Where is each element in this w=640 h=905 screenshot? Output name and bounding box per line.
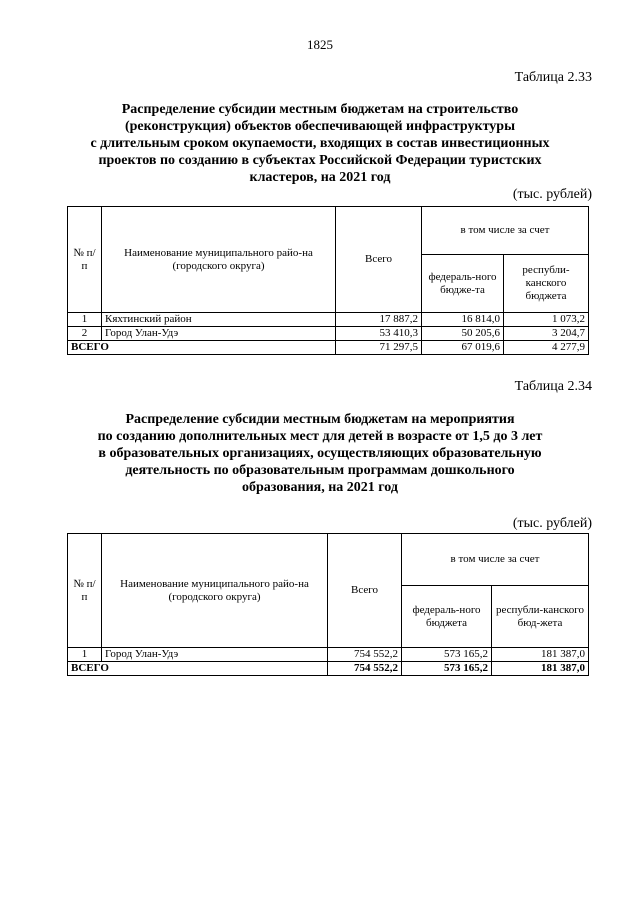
cell-total-label: ВСЕГО <box>68 341 336 355</box>
title-line: в образовательных организациях, осуществляющих образовательную <box>98 446 542 461</box>
title-line: деятельность по образовательным программам дошкольного <box>125 463 515 478</box>
title-line: образования, на 2021 год <box>241 480 398 495</box>
table-total-row <box>68 662 589 676</box>
title-line: кластеров, на 2021 год <box>249 170 391 185</box>
header-total: Всего <box>336 207 422 313</box>
cell-num: 2 <box>68 327 102 341</box>
title-line: Распределение субсидии местным бюджетам на строительство <box>121 102 519 117</box>
header-federal: федераль-ного бюджета <box>402 586 492 648</box>
header-republic: республи-канского бюд-жета <box>492 586 589 648</box>
table-label: Таблица 2.34 <box>514 379 592 394</box>
header-federal: федераль-ного бюдже-та <box>422 255 504 313</box>
cell-total: 17 887,2 <box>336 313 422 327</box>
title-line: (реконструкция) объектов обеспечивающей инфраструктуры <box>124 119 516 134</box>
title-line: Распределение субсидии местным бюджетам на мероприятия <box>125 412 515 427</box>
cell-total: 754 552,2 <box>328 662 402 676</box>
table-label: Таблица 2.33 <box>514 70 592 85</box>
cell-republic: 181 387,0 <box>492 662 589 676</box>
cell-total: 53 410,3 <box>336 327 422 341</box>
table-row <box>68 648 589 662</box>
cell-republic: 1 073,2 <box>504 313 589 327</box>
cell-name: Город Улан-Удэ <box>102 327 336 341</box>
title-line: по созданию дополнительных мест для детей в возрасте от 1,5 до 3 лет <box>97 429 543 444</box>
header-name: Наименование муниципального райо-на (городского округа) <box>102 534 328 648</box>
header-name: Наименование муниципального райо-на (городского округа) <box>102 207 336 313</box>
table-title <box>60 411 580 496</box>
title-line: с длительным сроком окупаемости, входящих в состав инвестиционных <box>90 136 550 151</box>
header-num: № п/п <box>68 207 102 313</box>
unit-label: (тыс. рублей) <box>512 187 592 202</box>
cell-republic: 181 387,0 <box>492 648 589 662</box>
cell-num: 1 <box>68 648 102 662</box>
cell-federal: 67 019,6 <box>422 341 504 355</box>
table-row <box>68 327 589 341</box>
data-table <box>67 533 589 676</box>
cell-name: Кяхтинский район <box>102 313 336 327</box>
cell-republic: 4 277,9 <box>504 341 589 355</box>
unit-label: (тыс. рублей) <box>512 516 592 531</box>
cell-total: 71 297,5 <box>336 341 422 355</box>
data-table <box>67 206 589 355</box>
cell-federal: 573 165,2 <box>402 648 492 662</box>
table-title <box>60 101 580 186</box>
cell-num: 1 <box>68 313 102 327</box>
cell-federal: 573 165,2 <box>402 662 492 676</box>
cell-republic: 3 204,7 <box>504 327 589 341</box>
header-total: Всего <box>328 534 402 648</box>
title-line: проектов по созданию в субъектах Российской Федерации туристских <box>98 153 542 168</box>
table-row <box>68 313 589 327</box>
cell-total-label: ВСЕГО <box>68 662 328 676</box>
header-group: в том числе за счет <box>402 534 589 586</box>
cell-name: Город Улан-Удэ <box>102 648 328 662</box>
cell-total: 754 552,2 <box>328 648 402 662</box>
header-group: в том числе за счет <box>422 207 589 255</box>
cell-federal: 16 814,0 <box>422 313 504 327</box>
page-number: 1825 <box>307 37 333 52</box>
header-num: № п/п <box>68 534 102 648</box>
cell-federal: 50 205,6 <box>422 327 504 341</box>
table-total-row <box>68 341 589 355</box>
header-republic: республи-канского бюджета <box>504 255 589 313</box>
